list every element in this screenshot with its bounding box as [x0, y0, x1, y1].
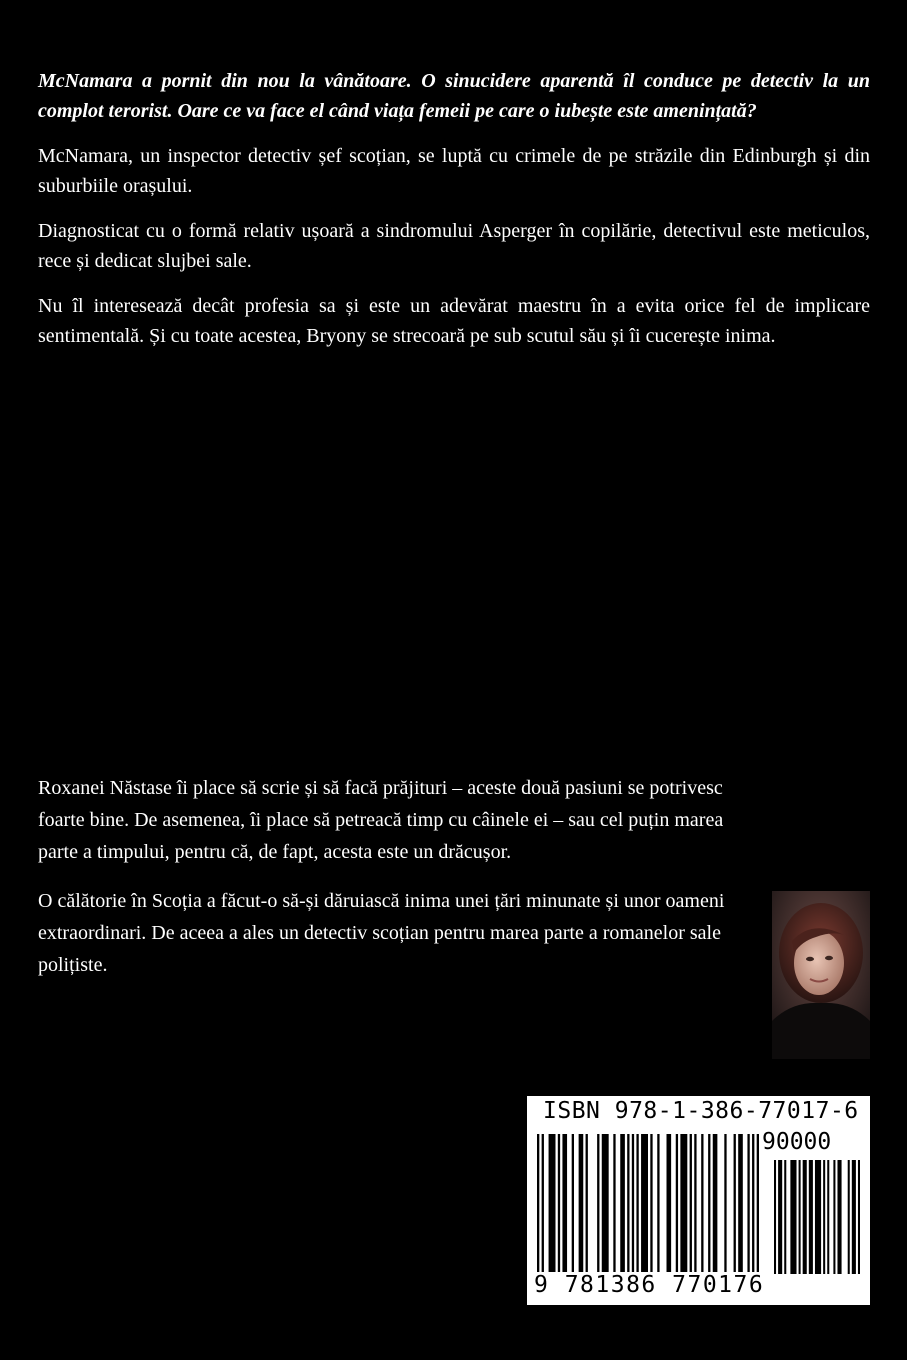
bio-paragraph: Roxanei Năstase îi place să scrie și să facă prăjituri – aceste două pasiuni se potrivesc foarte bine. De asemenea, îi place să petreacă timp cu câinele ei – sau cel puțin marea parte a timpului, pentru că, de fapt, acesta este un drăcușor. — [38, 777, 724, 863]
main-barcode-bars — [537, 1134, 759, 1274]
bio-paragraph: O călătorie în Scoția a făcut-o să-și dăruiască inima unei țări minunate și unor oameni extraordinari. De aceea a ales un detectiv scoțian pentru marea parte a romanelor sale polițiste. — [38, 890, 725, 976]
blurb-paragraph: Diagnosticat cu o formă relativ ușoară a sindromului Asperger în copilărie, detectivul este meticulos, rece și dedicat slujbei sale. — [38, 220, 870, 272]
barcode-digits: 9 781386 770176 — [534, 1272, 765, 1298]
addon-barcode-bars — [774, 1160, 860, 1274]
blurb-hook: McNamara a pornit din nou la vânătoare. O sinucidere aparentă îl conduce pe detectiv la un complot terorist. Oare ce va face el când viața femeii pe care o iubește este amenințată? — [38, 70, 870, 122]
isbn-barcode — [527, 1096, 870, 1305]
author-photo — [772, 891, 870, 1059]
back-cover-blurb — [38, 66, 870, 366]
author-bio — [38, 772, 760, 998]
price-code: 90000 — [762, 1129, 832, 1155]
blurb-paragraph: McNamara, un inspector detectiv șef scoțian, se luptă cu crimele de pe străzile din Edinburgh și din suburbiile orașului. — [38, 145, 870, 197]
isbn-label: ISBN 978-1-386-77017-6 — [543, 1098, 859, 1124]
blurb-paragraph: Nu îl interesează decât profesia sa și este un adevărat maestru în a evita orice fel de implicare sentimentală. Și cu toate acestea, Bryony se strecoară pe sub scutul său și îi cucerește inima. — [38, 295, 870, 347]
